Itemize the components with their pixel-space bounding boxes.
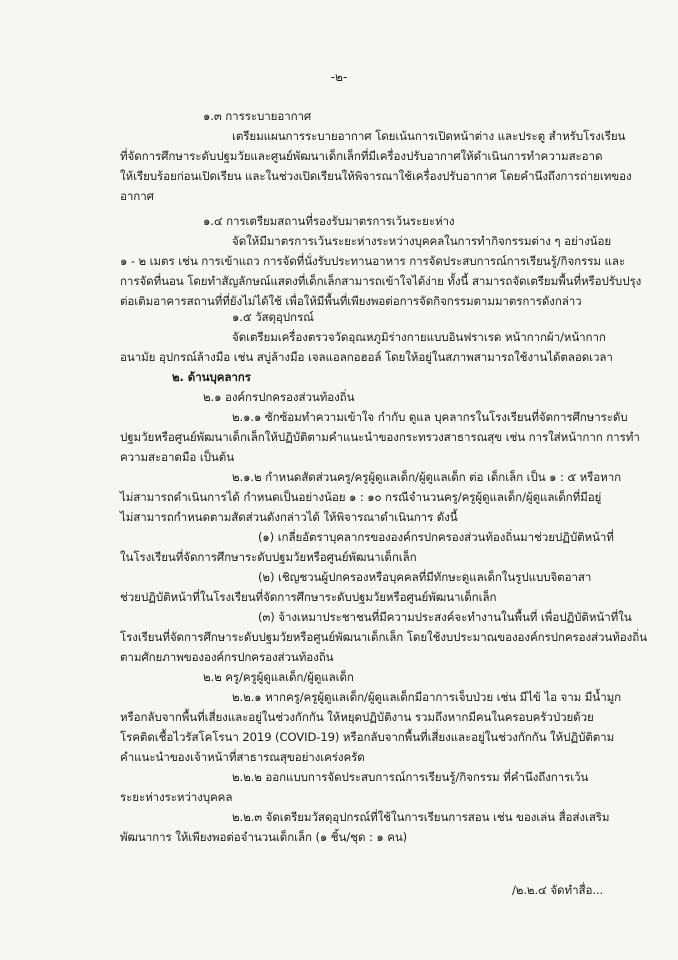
paragraph-line: ๒.๒.๓ จัดเตรียมวัสดุอุปกรณ์ที่ใช้ในการเรียนการสอน เช่น ของเล่น สื่อส่งเสริม [232,810,610,824]
paragraph-line: อากาศ [120,189,154,203]
paragraph-line: ไม่สามารถดำเนินการได้ กำหนดเป็นอย่างน้อย ๑ : ๑๐ กรณีจำนวนครู/ครูผู้ดูแลเด็ก/ผู้ดูแลเด็กที่มีอยู่ [120,490,602,504]
paragraph-line: ๒.๑.๑ ซักซ้อมทำความเข้าใจ กำกับ ดูแล บุคลากรในโรงเรียนที่จัดการศึกษาระดับ [232,410,628,424]
list-item: (๓) จ้างเหมาประชาชนที่มีความประสงค์จะทำงานในพื้นที่ เพื่อปฏิบัติหน้าที่ใน [258,610,632,624]
paragraph-line: ปฐมวัยหรือศูนย์พัฒนาเด็กเล็กให้ปฏิบัติตามคำแนะนำของกระทรวงสาธารณสุข เช่น การใส่หน้ากาก การทำ [120,430,640,444]
paragraph-line: ให้เรียบร้อยก่อนเปิดเรียน และในช่วงเปิดเรียนให้พิจารณาใช้เครื่องปรับอากาศ โดยคำนึงถึงการถ่ายเทของ [120,169,632,183]
paragraph-line: โรงเรียนที่จัดการศึกษาระดับปฐมวัยหรือศูนย์พัฒนาเด็กเล็ก โดยใช้งบประมาณขององค์กรปกครองส่วนท้องถิ่น [120,630,647,644]
paragraph-line: ตามศักยภาพขององค์กรปกครองส่วนท้องถิ่น [120,650,334,664]
paragraph-line: หรือกลับจากพื้นที่เสี่ยงและอยู่ในช่วงกักกัน ให้หยุดปฏิบัติงาน รวมถึงหากมีคนในครอบครัวป่วยด้วย [120,710,594,724]
paragraph-line: ในโรงเรียนที่จัดการศึกษาระดับปฐมวัยหรือศูนย์พัฒนาเด็กเล็ก [120,550,417,564]
paragraph-line: ที่จัดการศึกษาระดับปฐมวัยและศูนย์พัฒนาเด็กเล็กที่มีเครื่องปรับอากาศให้ดำเนินการทำความสะอาด [120,149,603,163]
heading-teachers: ๒.๒ ครู/ครูผู้ดูแลเด็ก/ผู้ดูแลเด็ก [203,670,354,684]
heading-local-admin: ๒.๑ องค์กรปกครองส่วนท้องถิ่น [203,390,355,404]
heading-distancing: ๑.๔ การเตรียมสถานที่รองรับมาตรการเว้นระยะห่าง [203,214,455,228]
paragraph-line: คำแนะนำของเจ้าหน้าที่สาธารณสุขอย่างเคร่งครัด [120,750,365,764]
paragraph-line: ต่อเติมอาคารสถานที่ที่ยังไม่ได้ใช้ เพื่อให้มีพื้นที่เพียงพอต่อการจัดกิจกรรมตามมาตรการดังกล่าว [120,294,582,308]
paragraph-line: อนามัย อุปกรณ์ล้างมือ เช่น สบู่ล้างมือ เจลแอลกอฮอล์ โดยให้อยู่ในสภาพสามารถใช้งานได้ตลอดเวลา [120,350,613,364]
paragraph-line: ไม่สามารถกำหนดตามสัดส่วนดังกล่าวได้ ให้พิจารณาดำเนินการ ดังนี้ [120,510,458,524]
paragraph-line: การจัดที่นอน โดยทำสัญลักษณ์แสดงที่เด็กเล็กสามารถเข้าใจได้ง่าย ทั้งนี้ สามารถจัดเตรียมพื้นที่หรือปรับปรุง [120,274,642,288]
paragraph-line: จัดเตรียมเครื่องตรวจวัดอุณหภูมิร่างกายแบบอินฟราเรด หน้ากากผ้า/หน้ากาก [232,330,606,344]
paragraph-line: ช่วยปฏิบัติหน้าที่ในโรงเรียนที่จัดการศึกษาระดับปฐมวัยหรือศูนย์พัฒนาเด็กเล็ก [120,590,497,604]
paragraph-line: ๒.๑.๒ กำหนดสัดส่วนครู/ครูผู้ดูแลเด็ก/ผู้ดูแลเด็ก ต่อ เด็กเล็ก เป็น ๑ : ๕ หรือหาก [232,470,622,484]
paragraph-line: ๒.๒.๑ หากครู/ครูผู้ดูแลเด็ก/ผู้ดูแลเด็กมีอาการเจ็บป่วย เช่น มีไข้ ไอ จาม มีน้ำมูก [232,690,622,704]
paragraph-line: ความสะอาดมือ เป็นต้น [120,450,235,464]
paragraph-line: เตรียมแผนการระบายอากาศ โดยเน้นการเปิดหน้าต่าง และประตู สำหรับโรงเรียน [232,129,626,143]
continuation-note: /๒.๒.๔ จัดทำสื่อ... [512,883,604,897]
section-heading-personnel: ๒. ด้านบุคลากร [172,370,251,384]
list-item: (๒) เชิญชวนผู้ปกครองหรือบุคคลที่มีทักษะดูแลเด็กในรูปแบบจิตอาสา [258,570,592,584]
paragraph-line: โรคติดเชื้อไวรัสโคโรนา 2019 (COVID-19) หรือกลับจากพื้นที่เสี่ยงและอยู่ในช่วงกักกัน ให้ปฏิบัติตาม [120,730,615,744]
page-number: -๒- [330,70,348,84]
paragraph-line: ๒.๒.๒ ออกแบบการจัดประสบการณ์การเรียนรู้/กิจกรรม ที่คำนึงถึงการเว้น [232,770,589,784]
paragraph-line: จัดให้มีมาตรการเว้นระยะห่างระหว่างบุคคลในการทำกิจกรรมต่าง ๆ อย่างน้อย [232,234,612,248]
heading-equipment: ๑.๕ วัสดุอุปกรณ์ [232,310,314,324]
paragraph-line: ๑ - ๒ เมตร เช่น การเข้าแถว การจัดที่นั่งรับประทานอาหาร การจัดประสบการณ์การเรียนรู้/กิจกรรม และ [120,254,625,268]
list-item: (๑) เกลี่ยอัตราบุคลากรขององค์กรปกครองส่วนท้องถิ่นมาช่วยปฏิบัติหน้าที่ [258,530,614,544]
paragraph-line: ระยะห่างระหว่างบุคคล [120,790,233,804]
heading-ventilation: ๑.๓ การระบายอากาศ [203,109,312,123]
paragraph-line: พัฒนาการ ให้เพียงพอต่อจำนวนเด็กเล็ก (๑ ชิ้น/ชุด : ๑ คน) [120,830,408,844]
